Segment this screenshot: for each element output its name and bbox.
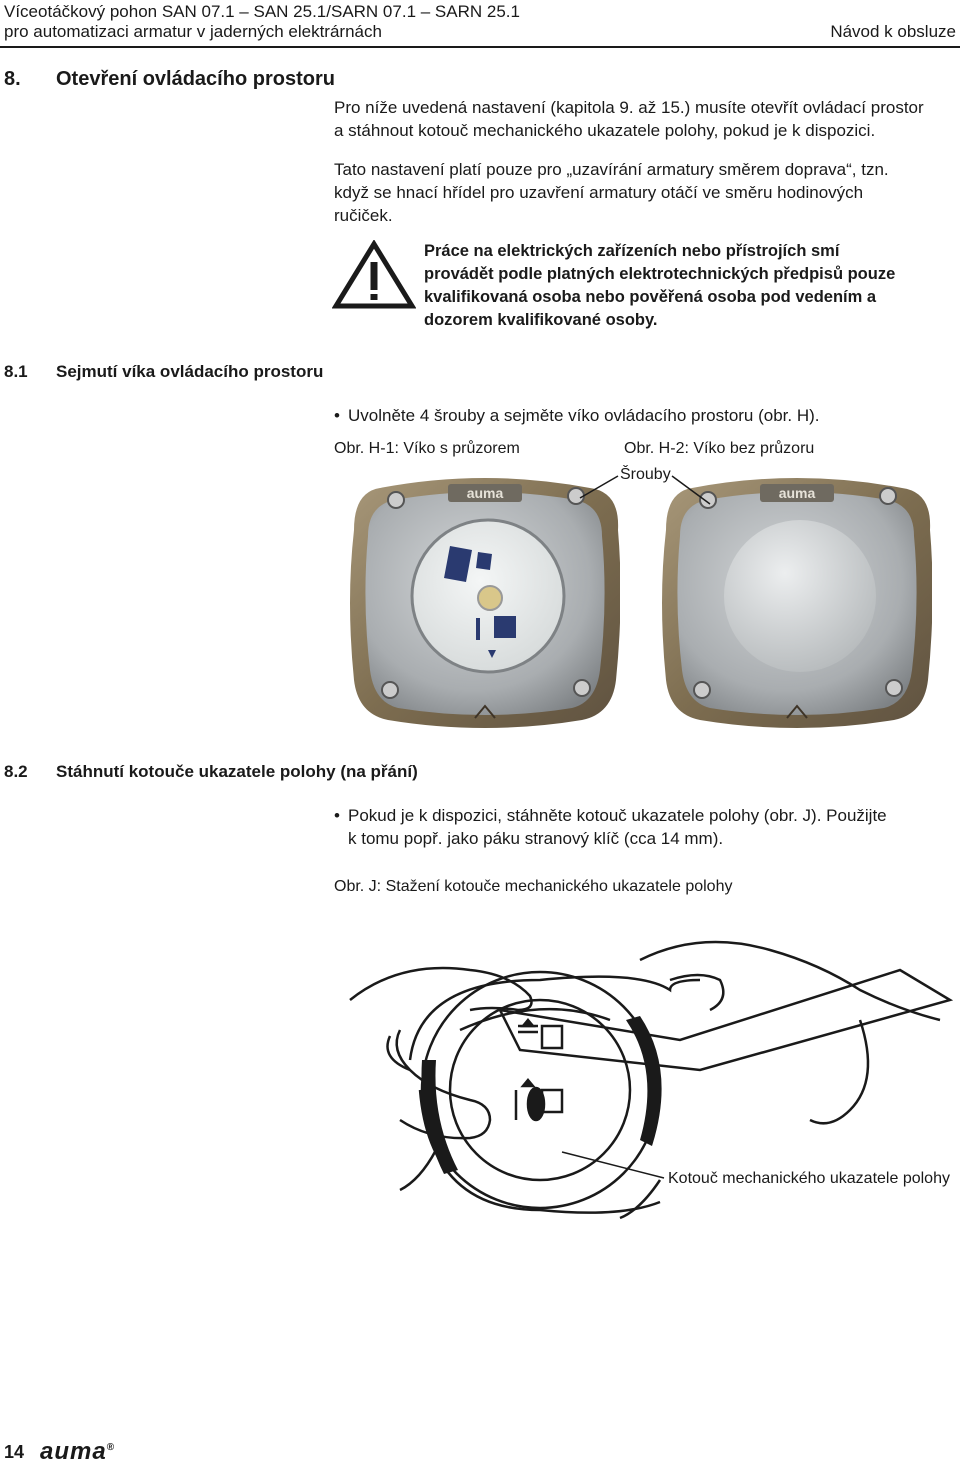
section-8-2-bullet: • Pokud je k dispozici, stáhněte kotouč ukazatele polohy (obr. J). Použijte k tomu popř. jako páku stranový klíč (cca 14 mm). [334, 806, 887, 848]
section-8-paragraph-1: Pro níže uvedená nastavení (kapitola 9. až 15.) musíte otevřít ovládací prostor a stáhnout kotouč mechanického ukazatele polohy, pokud je k dispozici. [334, 98, 924, 140]
screws-leader-lines [560, 470, 730, 520]
header-title-line2: pro automatizaci armatur v jaderných elektrárnách [4, 22, 382, 41]
section-8-1-title: Sejmutí víka ovládacího prostoru [56, 362, 324, 381]
section-8-1-number: 8.1 [4, 362, 28, 381]
screws-label: Šrouby [620, 466, 671, 483]
warning-icon [332, 240, 416, 310]
header-title-line1: Víceotáčkový pohon SAN 07.1 – SAN 25.1/SARN 07.1 – SARN 25.1 [4, 2, 520, 21]
section-8-number: 8. [4, 68, 21, 90]
caption-h1: Obr. H-1: Víko s průzorem [334, 440, 520, 457]
disc-removal-drawing [340, 940, 960, 1240]
cover-logo-text: auma [778, 485, 816, 501]
cover-logo-text: auma [466, 485, 504, 501]
bullet-icon: • [334, 806, 340, 825]
section-8-1-bullet: • Uvolněte 4 šrouby a sejměte víko ovládacího prostoru (obr. H). [334, 406, 820, 425]
header-doc-type: Návod k obsluze [830, 22, 956, 41]
section-8-2-number: 8.2 [4, 762, 28, 781]
callout-line [560, 1150, 680, 1190]
section-8-paragraph-2: Tato nastavení platí pouze pro „uzavírání armatury směrem doprava“, tzn. když se hnací hřídel pro uzavření armatury otáčí ve směru hodinových ručiček. [334, 160, 889, 225]
section-8-title: Otevření ovládacího prostoru [56, 68, 335, 90]
caption-j: Obr. J: Stažení kotouče mechanického ukazatele polohy [334, 878, 733, 895]
page-number: 14 [4, 1442, 25, 1462]
warning-text: Práce na elektrických zařízeních nebo přístrojích smí provádět podle platných elektrotechnických předpisů pouze kvalifikovaná osoba nebo pověřená osoba pod vedením a dozorem kvalifikované osoby. [424, 242, 896, 329]
callout-disc-label: Kotouč mechanického ukazatele polohy [668, 1170, 950, 1187]
bullet-icon: • [334, 406, 340, 425]
brand-logo: auma® [40, 1438, 116, 1465]
caption-h2: Obr. H-2: Víko bez průzoru [624, 440, 815, 457]
header-rule [0, 46, 960, 48]
section-8-2-title: Stáhnutí kotouče ukazatele polohy (na přání) [56, 762, 418, 781]
